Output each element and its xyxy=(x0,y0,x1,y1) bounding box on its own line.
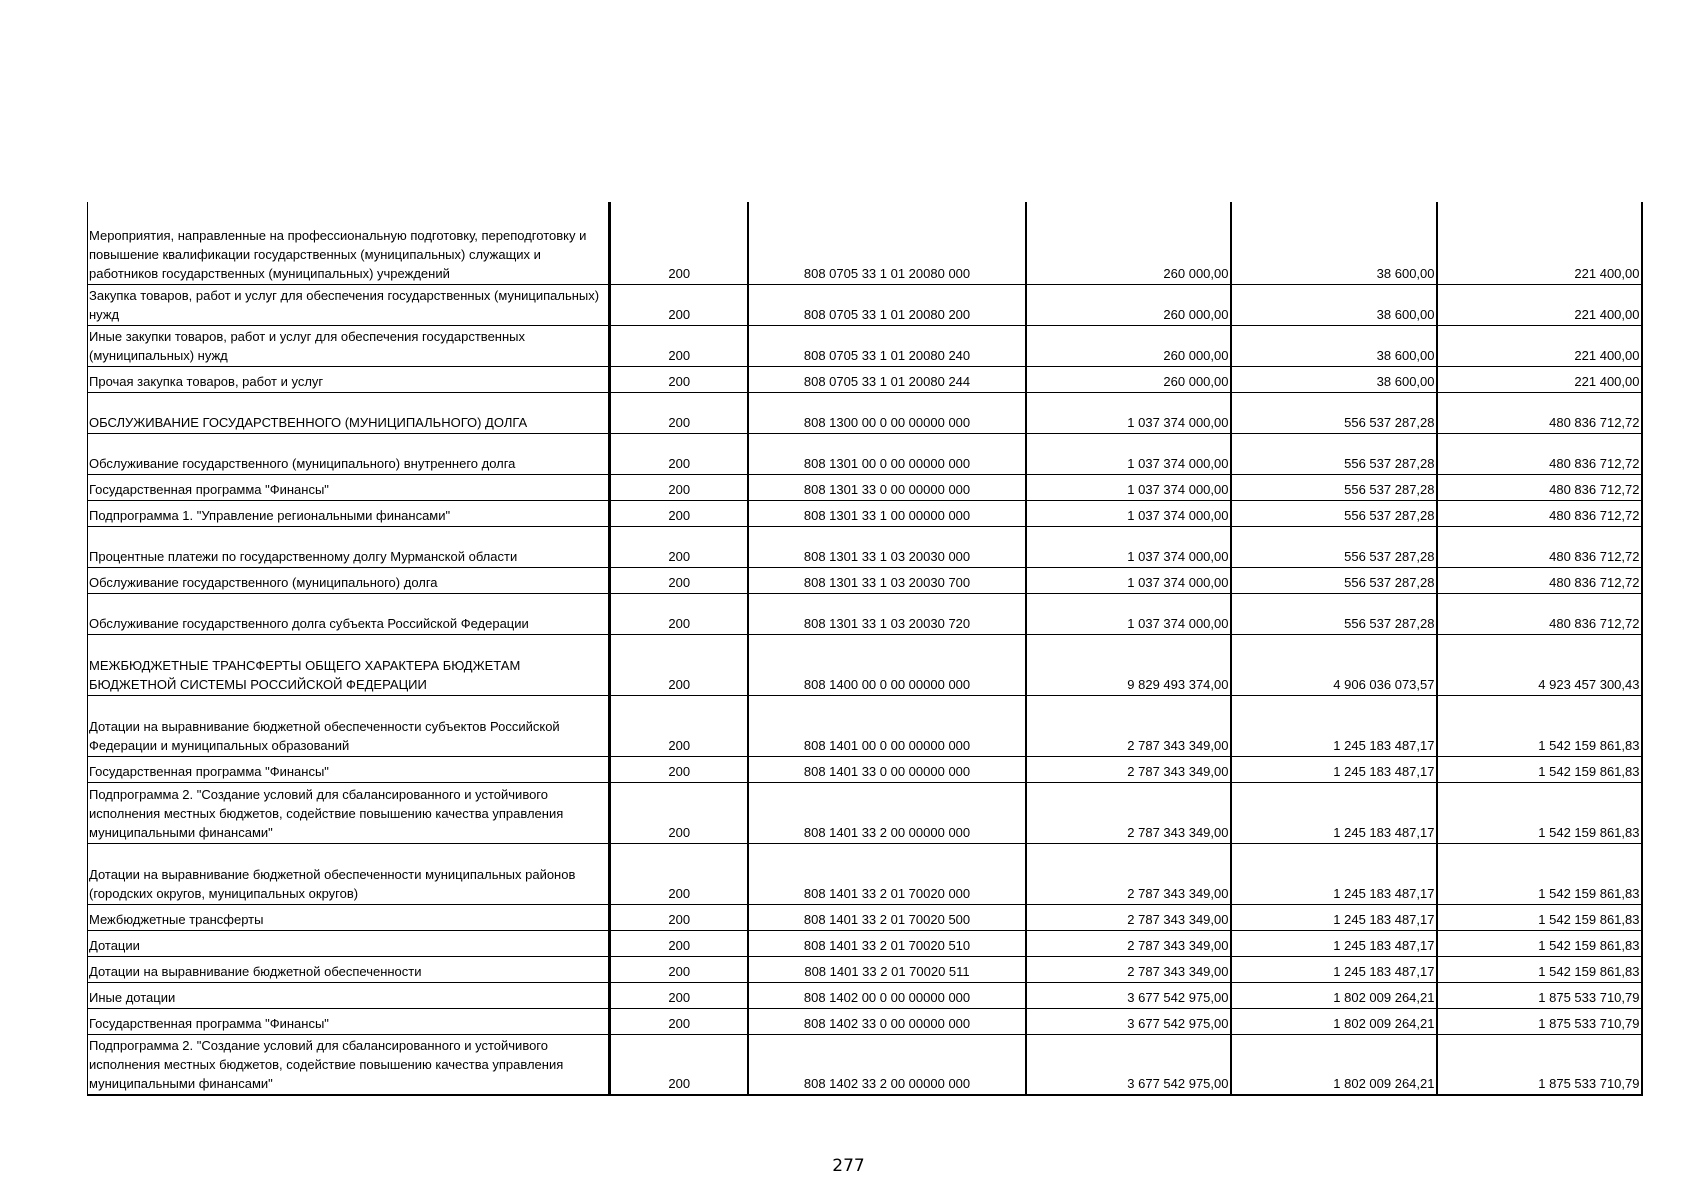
executed-amount-cell: 1 802 009 264,21 xyxy=(1231,982,1437,1008)
table-row xyxy=(88,930,1642,956)
unexecuted-amount-cell: 1 875 533 710,79 xyxy=(1437,982,1642,1008)
budget-classification-code-cell: 808 0705 33 1 01 20080 000 xyxy=(748,202,1026,284)
executed-amount-cell: 556 537 287,28 xyxy=(1231,392,1437,433)
page-number: 277 xyxy=(832,1156,865,1176)
indicator-code-cell: 200 xyxy=(610,202,748,284)
executed-amount-cell: 1 245 183 487,17 xyxy=(1231,956,1437,982)
unexecuted-amount-cell: 221 400,00 xyxy=(1437,325,1642,366)
executed-amount-cell: 1 245 183 487,17 xyxy=(1231,782,1437,843)
indicator-code-cell: 200 xyxy=(610,593,748,634)
executed-amount-cell: 556 537 287,28 xyxy=(1231,567,1437,593)
unexecuted-amount-cell: 1 542 159 861,83 xyxy=(1437,782,1642,843)
table-row xyxy=(88,392,1642,433)
row-name-cell: Мероприятия, направленные на профессиональную подготовку, переподготовку и повышение квалификации государственных (муниципальных) служащих и работников государственных (муниципальных) учреждений xyxy=(88,202,610,284)
row-name-cell: Иные дотации xyxy=(88,982,610,1008)
table-row xyxy=(88,756,1642,782)
unexecuted-amount-cell: 1 542 159 861,83 xyxy=(1437,956,1642,982)
executed-amount-cell: 38 600,00 xyxy=(1231,325,1437,366)
approved-amount-cell: 1 037 374 000,00 xyxy=(1026,392,1231,433)
unexecuted-amount-cell: 1 542 159 861,83 xyxy=(1437,756,1642,782)
budget-classification-code-cell: 808 1401 33 0 00 00000 000 xyxy=(748,756,1026,782)
unexecuted-amount-cell: 4 923 457 300,43 xyxy=(1437,634,1642,695)
table-row xyxy=(88,843,1642,904)
table-row xyxy=(88,325,1642,366)
indicator-code-cell: 200 xyxy=(610,756,748,782)
approved-amount-cell: 260 000,00 xyxy=(1026,202,1231,284)
indicator-code-cell: 200 xyxy=(610,1034,748,1095)
unexecuted-amount-cell: 1 875 533 710,79 xyxy=(1437,1034,1642,1095)
unexecuted-amount-cell: 221 400,00 xyxy=(1437,202,1642,284)
approved-amount-cell: 260 000,00 xyxy=(1026,325,1231,366)
executed-amount-cell: 38 600,00 xyxy=(1231,284,1437,325)
executed-amount-cell: 1 245 183 487,17 xyxy=(1231,756,1437,782)
executed-amount-cell: 1 245 183 487,17 xyxy=(1231,930,1437,956)
indicator-code-cell: 200 xyxy=(610,956,748,982)
executed-amount-cell: 38 600,00 xyxy=(1231,366,1437,392)
indicator-code-cell: 200 xyxy=(610,284,748,325)
unexecuted-amount-cell: 221 400,00 xyxy=(1437,366,1642,392)
budget-classification-code-cell: 808 1301 33 1 00 00000 000 xyxy=(748,500,1026,526)
row-name-cell: Обслуживание государственного (муниципального) долга xyxy=(88,567,610,593)
row-name-cell: МЕЖБЮДЖЕТНЫЕ ТРАНСФЕРТЫ ОБЩЕГО ХАРАКТЕРА БЮДЖЕТАМ БЮДЖЕТНОЙ СИСТЕМЫ РОССИЙСКОЙ ФЕДЕРАЦИИ xyxy=(88,634,610,695)
unexecuted-amount-cell: 480 836 712,72 xyxy=(1437,392,1642,433)
row-name-cell: Государственная программа "Финансы" xyxy=(88,756,610,782)
approved-amount-cell: 1 037 374 000,00 xyxy=(1026,593,1231,634)
budget-classification-code-cell: 808 1301 33 0 00 00000 000 xyxy=(748,474,1026,500)
executed-amount-cell: 1 245 183 487,17 xyxy=(1231,695,1437,756)
table-row xyxy=(88,284,1642,325)
unexecuted-amount-cell: 1 542 159 861,83 xyxy=(1437,930,1642,956)
executed-amount-cell: 556 537 287,28 xyxy=(1231,500,1437,526)
executed-amount-cell: 556 537 287,28 xyxy=(1231,474,1437,500)
table-row xyxy=(88,366,1642,392)
approved-amount-cell: 2 787 343 349,00 xyxy=(1026,956,1231,982)
indicator-code-cell: 200 xyxy=(610,634,748,695)
executed-amount-cell: 4 906 036 073,57 xyxy=(1231,634,1437,695)
budget-classification-code-cell: 808 1401 00 0 00 00000 000 xyxy=(748,695,1026,756)
table-row xyxy=(88,904,1642,930)
approved-amount-cell: 2 787 343 349,00 xyxy=(1026,904,1231,930)
approved-amount-cell: 3 677 542 975,00 xyxy=(1026,1034,1231,1095)
approved-amount-cell: 2 787 343 349,00 xyxy=(1026,930,1231,956)
budget-classification-code-cell: 808 0705 33 1 01 20080 200 xyxy=(748,284,1026,325)
unexecuted-amount-cell: 1 875 533 710,79 xyxy=(1437,1008,1642,1034)
executed-amount-cell: 38 600,00 xyxy=(1231,202,1437,284)
indicator-code-cell: 200 xyxy=(610,567,748,593)
budget-classification-code-cell: 808 1300 00 0 00 00000 000 xyxy=(748,392,1026,433)
budget-classification-code-cell: 808 1401 33 2 01 70020 510 xyxy=(748,930,1026,956)
approved-amount-cell: 260 000,00 xyxy=(1026,284,1231,325)
unexecuted-amount-cell: 480 836 712,72 xyxy=(1437,526,1642,567)
table-row xyxy=(88,634,1642,695)
executed-amount-cell: 556 537 287,28 xyxy=(1231,433,1437,474)
unexecuted-amount-cell: 1 542 159 861,83 xyxy=(1437,843,1642,904)
budget-classification-code-cell: 808 1301 00 0 00 00000 000 xyxy=(748,433,1026,474)
row-name-cell: ОБСЛУЖИВАНИЕ ГОСУДАРСТВЕННОГО (МУНИЦИПАЛЬНОГО) ДОЛГА xyxy=(88,392,610,433)
budget-classification-code-cell: 808 1400 00 0 00 00000 000 xyxy=(748,634,1026,695)
row-name-cell: Дотации на выравнивание бюджетной обеспеченности муниципальных районов (городских округов, муниципальных округов) xyxy=(88,843,610,904)
table-row xyxy=(88,695,1642,756)
executed-amount-cell: 1 802 009 264,21 xyxy=(1231,1034,1437,1095)
row-name-cell: Дотации на выравнивание бюджетной обеспеченности субъектов Российской Федерации и муниципальных образований xyxy=(88,695,610,756)
budget-execution-table xyxy=(87,202,1643,1096)
budget-classification-code-cell: 808 1401 33 2 01 70020 511 xyxy=(748,956,1026,982)
row-name-cell: Подпрограмма 1. "Управление региональными финансами" xyxy=(88,500,610,526)
unexecuted-amount-cell: 480 836 712,72 xyxy=(1437,474,1642,500)
approved-amount-cell: 3 677 542 975,00 xyxy=(1026,1008,1231,1034)
table-row xyxy=(88,1034,1642,1095)
indicator-code-cell: 200 xyxy=(610,325,748,366)
unexecuted-amount-cell: 1 542 159 861,83 xyxy=(1437,904,1642,930)
indicator-code-cell: 200 xyxy=(610,500,748,526)
budget-classification-code-cell: 808 1401 33 2 00 00000 000 xyxy=(748,782,1026,843)
executed-amount-cell: 1 245 183 487,17 xyxy=(1231,904,1437,930)
indicator-code-cell: 200 xyxy=(610,392,748,433)
budget-classification-code-cell: 808 1402 00 0 00 00000 000 xyxy=(748,982,1026,1008)
approved-amount-cell: 1 037 374 000,00 xyxy=(1026,526,1231,567)
row-name-cell: Подпрограмма 2. "Создание условий для сбалансированного и устойчивого исполнения местных бюджетов, содействие повышению качества управления муниципальными финансами" xyxy=(88,1034,610,1095)
budget-classification-code-cell: 808 1301 33 1 03 20030 700 xyxy=(748,567,1026,593)
approved-amount-cell: 260 000,00 xyxy=(1026,366,1231,392)
row-name-cell: Процентные платежи по государственному долгу Мурманской области xyxy=(88,526,610,567)
table-row xyxy=(88,782,1642,843)
row-name-cell: Государственная программа "Финансы" xyxy=(88,474,610,500)
budget-classification-code-cell: 808 0705 33 1 01 20080 244 xyxy=(748,366,1026,392)
indicator-code-cell: 200 xyxy=(610,526,748,567)
approved-amount-cell: 2 787 343 349,00 xyxy=(1026,782,1231,843)
budget-classification-code-cell: 808 1301 33 1 03 20030 000 xyxy=(748,526,1026,567)
row-name-cell: Подпрограмма 2. "Создание условий для сбалансированного и устойчивого исполнения местных бюджетов, содействие повышению качества управления муниципальными финансами" xyxy=(88,782,610,843)
executed-amount-cell: 556 537 287,28 xyxy=(1231,593,1437,634)
table-row xyxy=(88,593,1642,634)
table-row xyxy=(88,474,1642,500)
approved-amount-cell: 1 037 374 000,00 xyxy=(1026,433,1231,474)
table-row xyxy=(88,982,1642,1008)
indicator-code-cell: 200 xyxy=(610,782,748,843)
table-row xyxy=(88,526,1642,567)
indicator-code-cell: 200 xyxy=(610,695,748,756)
approved-amount-cell: 1 037 374 000,00 xyxy=(1026,500,1231,526)
unexecuted-amount-cell: 480 836 712,72 xyxy=(1437,500,1642,526)
approved-amount-cell: 3 677 542 975,00 xyxy=(1026,982,1231,1008)
unexecuted-amount-cell: 221 400,00 xyxy=(1437,284,1642,325)
indicator-code-cell: 200 xyxy=(610,474,748,500)
table-row xyxy=(88,956,1642,982)
budget-classification-code-cell: 808 1401 33 2 01 70020 500 xyxy=(748,904,1026,930)
table-row xyxy=(88,433,1642,474)
row-name-cell: Обслуживание государственного (муниципального) внутреннего долга xyxy=(88,433,610,474)
executed-amount-cell: 1 245 183 487,17 xyxy=(1231,843,1437,904)
approved-amount-cell: 1 037 374 000,00 xyxy=(1026,567,1231,593)
approved-amount-cell: 9 829 493 374,00 xyxy=(1026,634,1231,695)
executed-amount-cell: 1 802 009 264,21 xyxy=(1231,1008,1437,1034)
budget-classification-code-cell: 808 1401 33 2 01 70020 000 xyxy=(748,843,1026,904)
table-row xyxy=(88,202,1642,284)
row-name-cell: Закупка товаров, работ и услуг для обеспечения государственных (муниципальных) нужд xyxy=(88,284,610,325)
budget-classification-code-cell: 808 0705 33 1 01 20080 240 xyxy=(748,325,1026,366)
row-name-cell: Обслуживание государственного долга субъекта Российской Федерации xyxy=(88,593,610,634)
row-name-cell: Дотации xyxy=(88,930,610,956)
row-name-cell: Межбюджетные трансферты xyxy=(88,904,610,930)
budget-classification-code-cell: 808 1301 33 1 03 20030 720 xyxy=(748,593,1026,634)
row-name-cell: Иные закупки товаров, работ и услуг для обеспечения государственных (муниципальных) нужд xyxy=(88,325,610,366)
table-row xyxy=(88,567,1642,593)
approved-amount-cell: 2 787 343 349,00 xyxy=(1026,695,1231,756)
indicator-code-cell: 200 xyxy=(610,366,748,392)
approved-amount-cell: 2 787 343 349,00 xyxy=(1026,756,1231,782)
indicator-code-cell: 200 xyxy=(610,930,748,956)
row-name-cell: Дотации на выравнивание бюджетной обеспеченности xyxy=(88,956,610,982)
row-name-cell: Государственная программа "Финансы" xyxy=(88,1008,610,1034)
indicator-code-cell: 200 xyxy=(610,982,748,1008)
indicator-code-cell: 200 xyxy=(610,433,748,474)
table-body xyxy=(88,202,1642,1095)
indicator-code-cell: 200 xyxy=(610,1008,748,1034)
unexecuted-amount-cell: 1 542 159 861,83 xyxy=(1437,695,1642,756)
approved-amount-cell: 2 787 343 349,00 xyxy=(1026,843,1231,904)
executed-amount-cell: 556 537 287,28 xyxy=(1231,526,1437,567)
unexecuted-amount-cell: 480 836 712,72 xyxy=(1437,593,1642,634)
unexecuted-amount-cell: 480 836 712,72 xyxy=(1437,433,1642,474)
table-row xyxy=(88,500,1642,526)
indicator-code-cell: 200 xyxy=(610,904,748,930)
table-row xyxy=(88,1008,1642,1034)
indicator-code-cell: 200 xyxy=(610,843,748,904)
budget-classification-code-cell: 808 1402 33 2 00 00000 000 xyxy=(748,1034,1026,1095)
row-name-cell: Прочая закупка товаров, работ и услуг xyxy=(88,366,610,392)
approved-amount-cell: 1 037 374 000,00 xyxy=(1026,474,1231,500)
unexecuted-amount-cell: 480 836 712,72 xyxy=(1437,567,1642,593)
budget-classification-code-cell: 808 1402 33 0 00 00000 000 xyxy=(748,1008,1026,1034)
